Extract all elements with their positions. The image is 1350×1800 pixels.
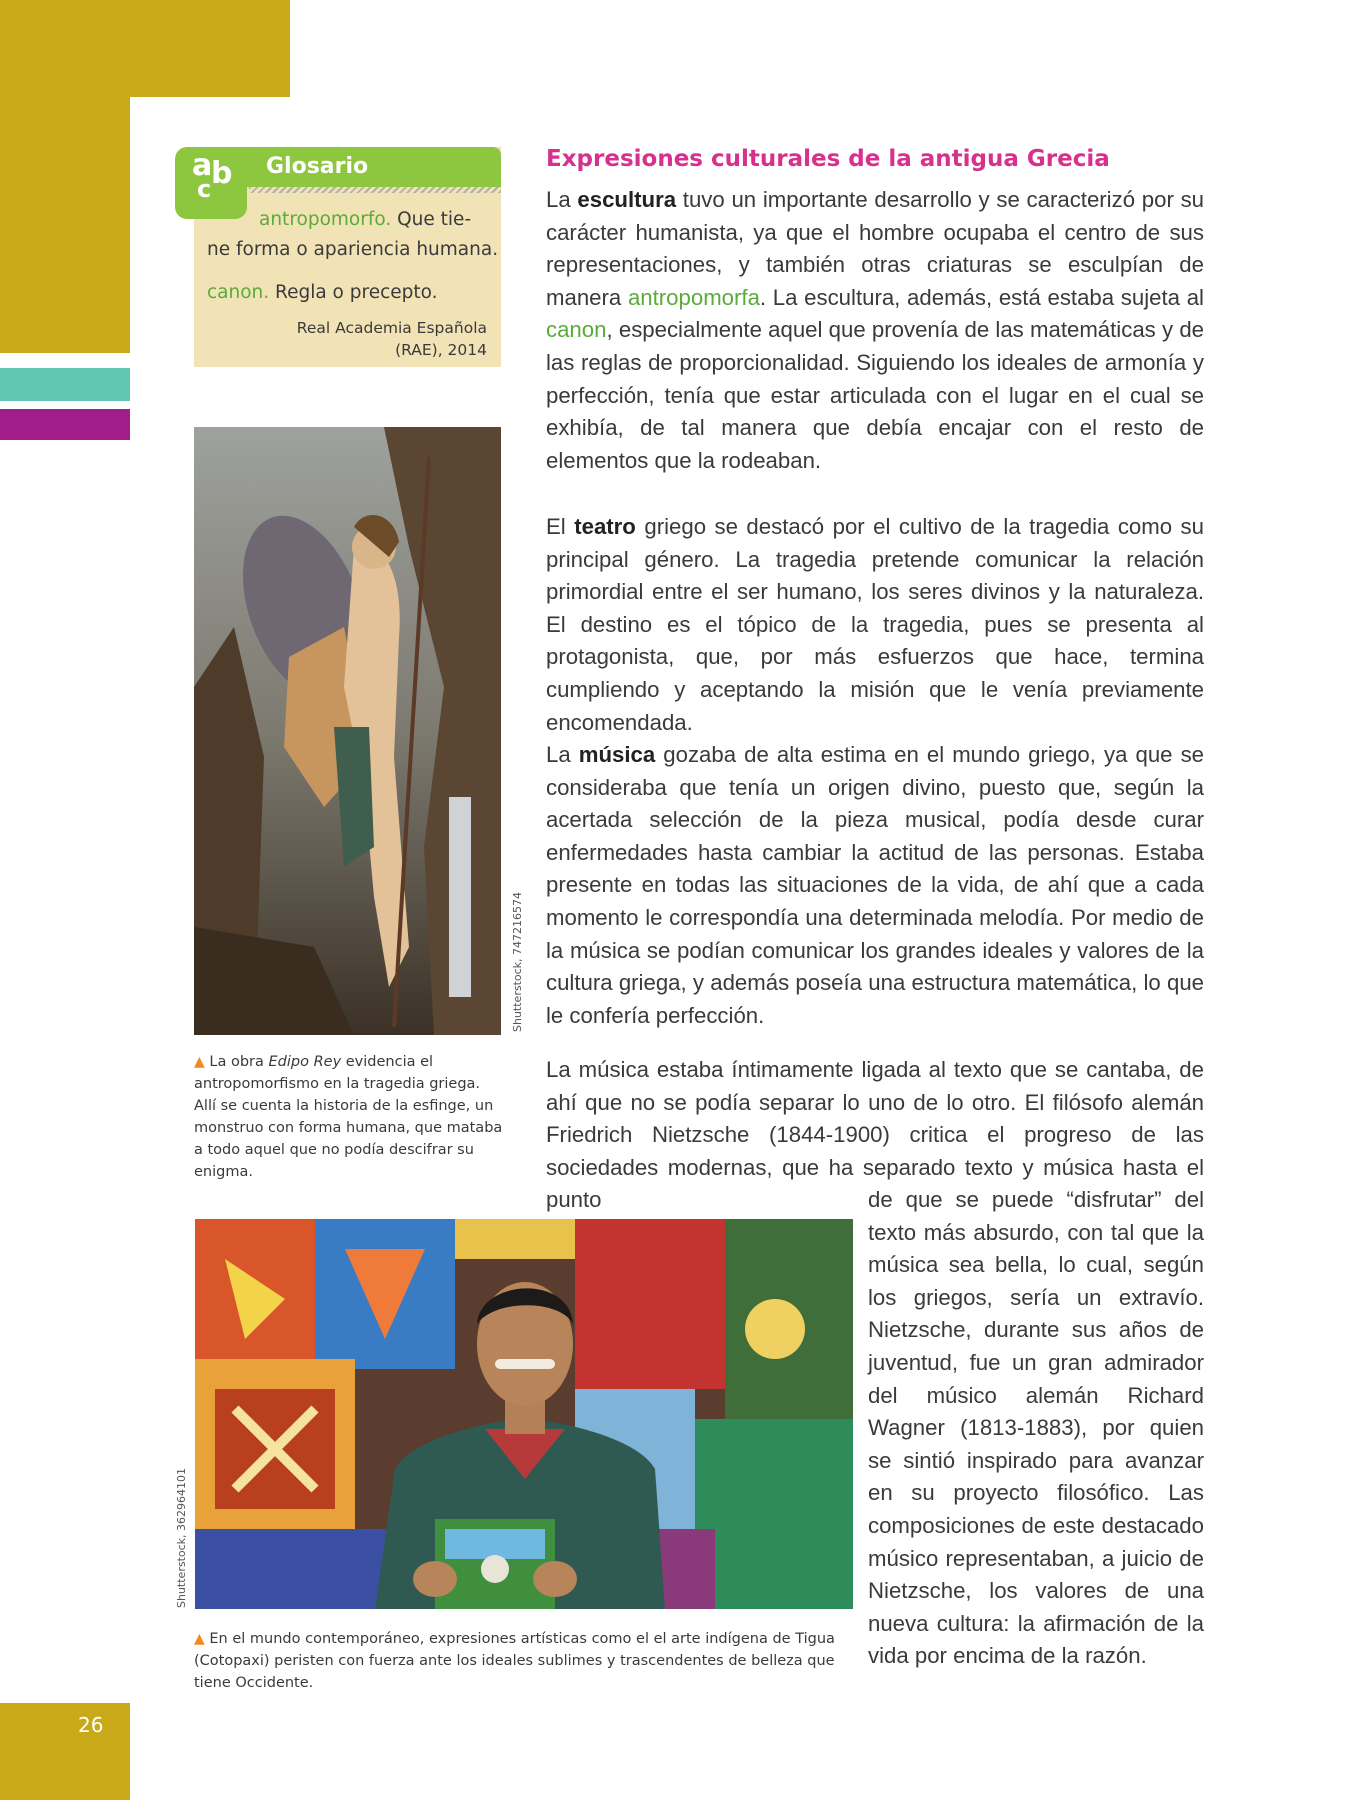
glossary-link-canon: canon [546, 317, 607, 343]
paragraph-nietzsche: La música estaba íntimamente ligada al texto que se cantaba, de ahí que no se podía separar lo uno de lo otro. El filósofo alemán Friedrich Nietzsche (1844-1900) critica el progreso de las sociedades modernas, que ha separado texto y música hasta el punto [546, 1057, 1204, 1213]
paragraph-musica: La música gozaba de alta estima en el mundo griego, ya que se consideraba que tenía un origen divino, puesto que, según la acertada selección de la pieza musical, podía desde curar enfermedades hasta cambiar la actitud de las personas. Estaba presente en todas las situaciones de la vida, de ahí que a cada momento le correspondía una determinada melodía. Por medio de la música se podían comunicar los grandes ideales y valores de la cultura griega, y además poseía una estructura matemática, lo que le confería perfección. [546, 742, 1205, 1028]
page-number: 26 [78, 1713, 104, 1737]
glossary-title: Glosario [266, 154, 369, 179]
glossary-definition-line: ne forma o apariencia humana. [207, 239, 499, 260]
painting-illustration [194, 427, 501, 1035]
figure2-caption: ▲ En el mundo contemporáneo, expresiones artísticas como el el arte indígena de Tigua (Cotopaxi) peristen con fuerza ante los ideales sublimes y trascendentes de belleza que tiene Occidente. [194, 1631, 835, 1691]
figure1-credit: Shutterstock, 747216574 [511, 891, 524, 1032]
caption-triangle-icon: ▲ [194, 1631, 205, 1647]
paragraph-nietzsche-continued: de que se puede “disfrutar” del texto más absurdo, con tal que la música sea bella, lo cual, según los griegos, sería un extravío. Nietzsche, durante sus años de juventud, fue un gran admirador del músico alemán Richard Wagner (1813-1883), por quien se sintió inspirado para avanzar en su proyecto filosófico. Las composiciones de este destacado músico representaban, a juicio de Nietzsche, los valores de una nueva cultura: la afirmación de la vida por encima de la razón. [868, 1187, 1204, 1669]
glossary-source: Real Academia Española [296, 319, 487, 337]
glossary-term: antropomorfo. [259, 209, 392, 230]
photo-illustration [195, 1219, 853, 1609]
keyword-escultura: escultura [577, 187, 677, 212]
glossary-divider [249, 187, 501, 193]
paragraph-escultura: La escultura tuvo un importante desarrollo y se caracterizó por su carácter humanista, ya que el hombre ocupaba el centro de sus representaciones, y también otras criaturas se esculpían de manera antropomorfa. La escultura, además, está estaba sujeta al canon, especialmente aquel que provenía de las matemáticas y de las reglas de proporcionalidad. Siguiendo los ideales de armonía y perfección, tenía que estar articulada con el lugar en el cual se exhibía, de tal manera que debía encajar con el resto de elementos que la rodeaban. [546, 187, 1205, 473]
glossary-definition: Regla o precepto. [269, 282, 438, 303]
tigua-artisan-photo [195, 1219, 853, 1609]
glossary-term: canon. [207, 282, 270, 303]
top-decor-band [0, 0, 290, 97]
left-decor-band [0, 97, 130, 353]
oedipus-sphinx-painting [194, 427, 501, 1035]
article-title: Expresiones culturales de la antigua Grecia [546, 146, 1110, 172]
paragraph-teatro: El teatro griego se destacó por el cultivo de la tragedia como su principal género. La tragedia pretende comunicar la relación primordial entre el ser humano, los seres divinos y la naturaleza. El destino es el tópico de la tragedia, pues se presenta al protagonista, que, por más esfuerzos que hace, termina cumpliendo y aceptando la misión que le venía previamente encomendada. [546, 514, 1204, 735]
magenta-decor-band [0, 409, 130, 440]
glossary-link-antropomorfa: antropomorfa [627, 284, 760, 310]
caption-triangle-icon: ▲ [194, 1054, 205, 1070]
keyword-teatro: teatro [574, 514, 636, 539]
keyword-musica: música [578, 742, 656, 767]
glossary-definition: Que tie- [391, 209, 472, 230]
glossary-entry-canon [207, 278, 438, 308]
figure2-credit: Shutterstock, 362964101 [175, 1467, 188, 1608]
teal-decor-band [0, 368, 130, 401]
figure1-caption: ▲ La obra Edipo Rey evidencia el antropomorfismo en la tragedia griega. Allí se cuenta la historia de la esfinge, un monstruo con forma humana, que mataba a todo aquel que no podía descifrar su enigma. [194, 1054, 503, 1180]
bottom-decor-band [0, 1703, 130, 1800]
caption-work-title: Edipo Rey [268, 1054, 342, 1070]
glossary-source-year: (RAE), 2014 [395, 341, 487, 359]
glossary-entry-antropomorfo [259, 205, 471, 235]
glossary-abc-icon: a b c [175, 147, 247, 219]
